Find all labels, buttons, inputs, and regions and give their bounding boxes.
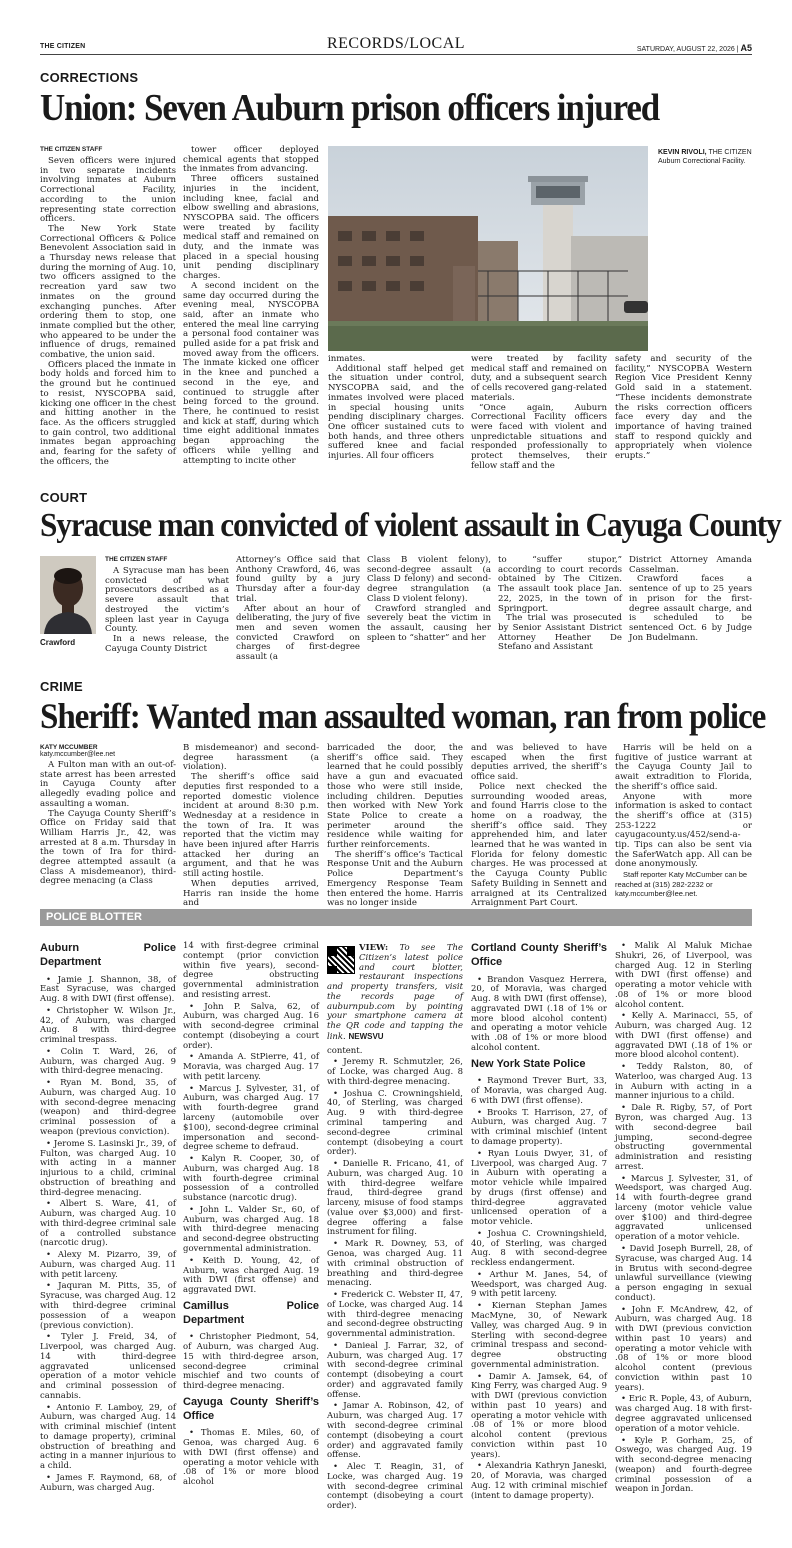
header-rule — [40, 54, 752, 55]
blotter-entry: • Jaquran M. Pitts, 35, of Syracuse, was charged Aug. 12 with third-degree criminal possession of a weapon (previous conviction). — [40, 1281, 176, 1331]
paragraph: Attorney’s Office said that Anthony Crawford, 46, was found guilty by a jury Thursday after a four-day trial. — [236, 555, 360, 604]
blotter-entry: • Teddy Ralston, 80, of Waterloo, was charged Aug. 13 in Auburn with acting in a manner injurious to a child. — [615, 1062, 752, 1102]
section-name: RECORDS/LOCAL — [326, 35, 466, 52]
newsvu-promo[interactable] — [327, 944, 463, 1043]
paragraph: tower officer deployed chemical agents that stopped the inmates from advancing. — [183, 145, 319, 175]
photographer: KEVIN RIVOLI, — [658, 149, 707, 156]
blotter-entry: • Antonio F. Lamboy, 29, of Auburn, was charged Aug. 14 with criminal mischief (intent to damage property), criminal obstruction of breathing and acting in a manner injurious to a child. — [40, 1402, 177, 1472]
byline: THE CITIZEN STAFF — [105, 556, 168, 563]
paragraph: A Fulton man with an out-of-state arrest has been arrested in Cayuga County after allegedly evading police and assaulting a woman. — [40, 760, 176, 809]
blotter-entry: • Christopher Piedmont, 54, of Auburn, was charged Aug. 15 with third-degree arson, second-degree criminal mischief and two counts of third-degree menacing. — [183, 1332, 319, 1392]
date-page: SATURDAY, AUGUST 22, 2026 | A5 — [636, 43, 752, 53]
blotter-entry: • Alexandria Kathryn Janeski, 20, of Moravia, was charged Aug. 12 with criminal mischief (intent to damage property). — [471, 1461, 608, 1501]
view-text: To see The Citizen’s latest police and court blotter, restaurant inspections and property transfers, visit the records page of auburnpub.com by pointing your smartphone camera at the QR code and tapping the link. — [327, 943, 463, 1042]
paragraph: Class B violent felony), second-degree assault (a Class D felony) and second-degree strangulation (a Class D violent felony). — [367, 555, 491, 604]
paragraph: B misdemeanor) and second-degree harassment (a violation). — [183, 743, 319, 773]
blotter-entry: • Frederick C. Webster II, 47, of Locke, was charged Aug. 14 with third-degree menacing and second-degree obstructing governmental administration. — [327, 1290, 464, 1340]
blotter-entry: • Arthur M. Janes, 54, of Weedsport, was charged Aug. 9 with petit larceny. — [471, 1269, 607, 1300]
paragraph: The Cayuga County Sheriff’s Office on Friday said that William Harris Jr., 42, was arrested at 8 a.m. Thursday in the town of Ira for third-degree attempted assault (a Class A misdemeanor), third-degree menacing (a Class — [40, 808, 176, 887]
blotter-entry: • Marcus J. Sylvester, 31, of Auburn, was charged Aug. 17 with fourth-degree grand larceny (automobile over $100), second-degree criminal impersonation and second-degree scheme to defraud. — [183, 1083, 319, 1153]
photo-org: THE CITIZEN — [708, 149, 752, 156]
blotter-entry: • John L. Valder Sr., 60, of Auburn, was charged Aug. 18 with third-degree menacing and second-degree obstructing governmental administration. — [183, 1204, 319, 1254]
paragraph: When deputies arrived, Harris ran inside the home and — [183, 878, 319, 909]
blotter-entry: • Brooks T. Harrison, 27, of Auburn, was charged Aug. 7 with criminal mischief (intent to damage property). — [471, 1107, 608, 1147]
story3-col1 — [40, 744, 176, 894]
prison-photo — [328, 146, 648, 351]
mugshot — [40, 556, 96, 634]
blotter-entry: • Albert S. Ware, 41, of Auburn, was charged Aug. 10 with third-degree criminal sale of a controlled substance (narcotic drug). — [40, 1199, 177, 1249]
paragraph: Police next checked the surrounding wooded areas, and found Harris close to the home on a roadway, the sheriff’s office said. They apprehended him, and later learned that he was wanted in Florida for felony domestic charges. He was processed at the Cayuga County Public Safety Building in Sennett and arraigned at its Centralized Arraignment Part Court. — [471, 781, 607, 909]
byline: KATY MCCUMBER — [40, 744, 98, 751]
paragraph: safety and security of the facility,” NYSCOPBA Western Region Vice President Kenny Gold said in a statement. “These incidents demonstrate the risks correction officers face every day and the importance of having trained staff to respond quickly and appropriately when violence erupts.” — [615, 354, 752, 462]
blotter-title: POLICE BLOTTER — [40, 909, 752, 926]
blotter-col3 — [327, 944, 463, 1544]
paragraph: to “suffer stupor,” according to court records obtained by The Citizen. The assault took place Jan. 22, 2025, in the town of Springport. — [498, 555, 622, 614]
blotter-entry: • Ryan M. Bond, 35, of Auburn, was charged Aug. 10 with second-degree menacing (weapon) and third-degree criminal possession of a weapon (previous conviction). — [40, 1078, 176, 1137]
agency-cortland-sheriff: Cortland County Sheriff’s Office — [471, 942, 607, 968]
blotter-entry: • Thomas E. Miles, 60, of Genoa, was charged Aug. 6 with DWI (first offense) and operating a motor vehicle with .08 of 1% or more blood alcohol — [183, 1428, 319, 1488]
paragraph: Additional staff helped get the situation under control, NYSCOPBA said, and the inmates involved were placed in special housing units pending disciplinary charges. One officer sustained cuts to both hands, and three others suffered knee and facial injuries. All four officers — [328, 363, 464, 462]
blotter-entry: • Mark R. Downey, 53, of Genoa, was charged Aug. 11 with criminal obstruction of breathing and third-degree menacing. — [327, 1239, 464, 1289]
paragraph: District Attorney Amanda Casselman. — [629, 555, 752, 575]
story3-col4 — [471, 743, 607, 909]
prison-tower-image — [328, 146, 648, 351]
byline-email[interactable]: katy.mccumber@lee.net — [40, 751, 116, 758]
paragraph: The sheriff’s office’s Tactical Response Unit and the Auburn Police Department’s Emergency Response Team then entered the home. Harris was no longer inside — [327, 849, 463, 909]
paragraph: “Once again, Auburn Correctional Facility officers were faced with violent and unpredictable situations and responded professionally to protect themselves, their fellow staff and the — [471, 402, 607, 471]
story1-col4 — [471, 354, 607, 471]
blotter-entry: • Tyler J. Freid, 34, of Liverpool, was charged Aug. 14 with third-degree aggravated unlicensed operation of a motor vehicle and criminal possession of cannabis. — [40, 1332, 176, 1401]
blotter-entry: • Joshua C. Crowningshield, 40, of Sterling, was charged Aug. 9 with third-degree criminal tampering and second-degree criminal contempt (disobeying a court order). — [327, 1088, 464, 1158]
blotter-entry: • Jeremy R. Schmutzler, 26, of Locke, was charged Aug. 8 with third-degree menacing. — [327, 1057, 464, 1087]
blotter-entry: • David Joseph Burrell, 28, of Syracuse, was charged Aug. 14 in Brutus with second-degree unlawful surveillance (viewing a person engaging in sexual conduct). — [615, 1243, 752, 1303]
blotter-col2 — [183, 942, 319, 1542]
blotter-entry: • Joshua C. Crowningshield, 40, of Sterling, was charged Aug. 8 with second-degree reckless endangerment. — [471, 1228, 608, 1269]
paragraph: After about an hour of deliberating, the jury of five men and seven women convicted Crawford on charges of first-degree assault (a — [236, 603, 360, 663]
blotter-entry: • Eric R. Pople, 43, of Auburn, was charged Aug. 18 with first-degree aggravated unlicensed operation of a motor vehicle. — [615, 1394, 753, 1434]
paragraph: The trial was prosecuted by Senior Assistant District Attorney Heather De Stefano and Assistant — [498, 613, 622, 653]
blotter-col4 — [471, 938, 607, 1538]
paragraph: Seven officers were injured in two separate incidents involving inmates at Auburn Correctional Facility, according to the union representing state correction officers. — [40, 156, 176, 225]
blotter-entry: • Jerome S. Lasinski Jr., 39, of Fulton, was charged Aug. 10 with acting in a manner injurious to a child, criminal obstruction of breathing and third-degree menacing. — [40, 1138, 176, 1198]
blotter-entry: • Alec T. Reagin, 31, of Locke, was charged Aug. 19 with second-degree criminal contempt (disobeying a court order). — [327, 1462, 463, 1512]
paragraph: Crawford faces a sentence of up to 25 years in prison for the first-degree assault charge, and is scheduled to be sentenced Oct. 6 by Judge Jon Budelmann. — [629, 574, 752, 643]
blotter-entry: • Jamar A. Robinson, 42, of Auburn, was charged Aug. 17 with second-degree criminal contempt (disobeying a court order) and aggravated family offense. — [327, 1401, 464, 1461]
blotter-entry: • James F. Raymond, 68, of Auburn, was charged Aug. — [40, 1473, 176, 1493]
headline-syracuse: Syracuse man convicted of violent assault in Cayuga County — [40, 507, 781, 544]
story2-col1 — [105, 556, 229, 652]
paragraph: Harris will be held on a fugitive of justice warrant at the Cayuga County Jail to await extradition to Florida, the sheriff’s office said. — [615, 743, 752, 792]
blotter-entry: • Dale R. Rigby, 57, of Port Byron, was charged Aug. 13 with second-degree bail jumping, second-degree obstructing governmental administration and resisting arrest. — [615, 1103, 752, 1172]
kicker-court: COURT — [40, 490, 88, 505]
blotter-entry: • Jamie J. Shannon, 38, of East Syracuse, was charged Aug. 8 with DWI (first offense). — [40, 974, 176, 1005]
headline-sheriff: Sheriff: Wanted man assaulted woman, ran from police — [40, 696, 766, 736]
view-label: VIEW: — [359, 943, 389, 953]
contact-note: Staff reporter Katy McCumber can be reached at (315) 282-2232 or katy.mccumber@lee.net. — [615, 870, 748, 898]
blotter-entry: • Brandon Vasquez Herrera, 20, of Moravia, was charged Aug. 8 with DWI (first offense), aggravated DWI (.18 of 1% or more blood alcohol content) and operating a motor vehicle with .08 of 1% or more blood alcohol content. — [471, 974, 608, 1053]
story2-col5 — [629, 556, 752, 652]
paragraph: and was believed to have escaped when the first deputies arrived, the sheriff’s office said. — [471, 743, 607, 783]
paper-name: THE CITIZEN — [40, 43, 86, 50]
blotter-entry: • Kelly A. Marinacci, 55, of Auburn, was charged Aug. 12 with DWI (first offense) and aggravated DWI (.18 of 1% or more blood alcohol content). — [615, 1011, 753, 1061]
story1-col2 — [183, 145, 319, 466]
blotter-entry: • Amanda A. StPierre, 41, of Moravia, was charged Aug. 17 with petit larceny. — [183, 1052, 319, 1082]
blotter-entry: • Keith D. Young, 42, of Auburn, was charged Aug. 19 with DWI (first offense) and aggravated DWI. — [183, 1255, 319, 1296]
photo-credit — [658, 148, 752, 166]
blotter-entry: • Kiernan Stephan James MacMyne, 30, of Newark Valley, was charged Aug. 9 in Sterling with second-degree criminal trespass and second-degree obstructing governmental administration. — [471, 1301, 607, 1370]
blotter-entry: • Christopher W. Wilson Jr., 42, of Auburn, was charged Aug. 8 with third-degree criminal trespass. — [40, 1005, 176, 1046]
paragraph: The sheriff’s office said deputies first responded to a reported domestic violence incident at around 8:30 p.m. Wednesday at a residence in the town of Ira. It was reported that the victim may have been injured after Harris attacked her during an argument, and that he was still acting hostile. — [183, 772, 319, 880]
story1-col5 — [615, 355, 752, 462]
blotter-col5 — [615, 942, 752, 1542]
byline: THE CITIZEN STAFF — [40, 146, 103, 153]
story3-col5 — [615, 743, 752, 898]
mugshot-image — [40, 556, 96, 634]
mugshot-caption: Crawford — [40, 638, 76, 647]
blotter-entry: • John F. McAndrew, 42, of Auburn, was charged Aug. 18 with DWI (previous conviction within past 10 years) and operating a motor vehicle with .08 of 1% or more blood alcohol content (previous conviction within past 10 years). — [615, 1304, 753, 1393]
agency-auburn-police: Auburn Police Department — [40, 942, 176, 968]
blotter-entry: • Kyle P. Gorham, 25, of Oswego, was charged Aug. 19 with second-degree menacing (weapon) and fourth-degree criminal possession of a weapon in Jordan. — [615, 1435, 752, 1495]
blotter-entry: • Colin T. Ward, 26, of Auburn, was charged Aug. 9 with third-degree menacing. — [40, 1046, 176, 1077]
headline-prison: Union: Seven Auburn prison officers injured — [40, 87, 660, 129]
paragraph: inmates. — [328, 354, 366, 364]
blotter-entry: • Malik Al Maluk Michae Shukri, 26, of Liverpool, was charged Aug. 12 in Sterling with DWI (first offense) and operating a motor vehicle with .08 of 1% or more blood alcohol content. — [615, 941, 752, 1010]
story1-col3 — [328, 355, 464, 462]
blotter-col1 — [40, 938, 176, 1538]
blotter-entry: • Kalyn R. Cooper, 30, of Auburn, was charged Aug. 18 with fourth-degree criminal possession of a controlled substance (narcotic drug). — [183, 1154, 319, 1204]
blotter-entry: 14 with first-degree criminal contempt (prior conviction within five years), second-degree obstructing governmental administration and resisting arrest. — [183, 941, 319, 1000]
blotter-entry: • Raymond Trever Burt, 33, of Moravia, was charged Aug. 6 with DWI (first offense). — [471, 1076, 607, 1106]
paragraph: Officers placed the inmate in body holds and forced him to the ground but he continued to resist, NYSCOPBA said, kicking one officer in the chest and hitting another in the face. As the officers struggled to gain control, two additional inmates began approaching and, fearing for the safety of the officers, the — [40, 359, 176, 467]
paragraph: In a news release, the Cayuga County District — [105, 633, 229, 654]
paragraph: Three officers sustained injuries in the incident, including knee, facial and elbow swelling and abrasions, NYSCOPBA said. The officers were treated by facility medical staff and remained on duty, and the inmate was placed in a special housing unit pending disciplinary charges. — [183, 174, 319, 282]
blotter-entry: • John P. Salva, 62, of Auburn, was charged Aug. 16 with second-degree criminal contempt (disobeying a court order). — [183, 1001, 319, 1051]
paragraph: Anyone with more information is asked to contact the sheriff’s office at (315) 253-1222 or cayugacounty.us/452/send-a-tip. Tips can also be sent via the SaferWatch app. All can be done anonymously. — [615, 791, 752, 870]
story2-col4 — [498, 556, 622, 652]
kicker-crime: CRIME — [40, 679, 83, 694]
story3-col2 — [183, 743, 319, 909]
agency-camillus-police: Camillus Police Department — [183, 1299, 319, 1326]
story3-col3 — [327, 743, 463, 909]
story2-col2 — [236, 555, 360, 663]
agency-state-police: New York State Police — [471, 1057, 586, 1070]
story1-col1 — [40, 146, 176, 467]
blotter-entry: • Danieal J. Farrar, 32, of Auburn, was charged Aug. 17 with second-degree criminal contempt (disobeying a court order) and aggravated family offense. — [327, 1340, 463, 1400]
paragraph: were treated by facility medical staff and remained on duty, and a subsequent search of cells recovered gang-related materials. — [471, 354, 607, 403]
blotter-entry: content. — [327, 1045, 363, 1056]
story2-col3 — [367, 556, 491, 652]
blotter-entry: • Ryan Louis Dwyer, 31, of Liverpool, was charged Aug. 7 in Auburn with operating a motor vehicle while impaired by drugs (first offense) and third-degree aggravated unlicensed operation of a motor vehicle. — [471, 1148, 607, 1228]
paragraph: barricaded the door, the sheriff’s office said. They learned that he could possibly have a gun and evacuated those who were still inside, including children. Deputies then worked with New York State Police to create a perimeter around the residence while waiting for further reinforcements. — [327, 743, 463, 851]
photo-caption: Auburn Correctional Facility. — [658, 158, 746, 166]
paragraph: Crawford strangled and severely beat the victim in the assault, causing her spleen to “shatter” and her — [367, 603, 491, 643]
agency-cayuga-sheriff: Cayuga County Sheriff’s Office — [183, 1395, 319, 1422]
blotter-entry: • Marcus J. Sylvester, 31, of Weedsport, was charged Aug. 14 with fourth-degree grand larceny (motor vehicle value over $100) and third-degree aggravated unlicensed operation of a motor vehicle. — [615, 1173, 752, 1243]
page-number: A5 — [740, 43, 752, 53]
paragraph: A Syracuse man has been convicted of what prosecutors described as a severe assault that destroyed the victim’s spleen last year in Cayuga County. — [105, 566, 229, 635]
paragraph: The New York State Correctional Officers & Police Benevolent Association said in a Thursday news release that during the morning of Aug. 10, two officers assigned to the recreation yard saw two inmates on the ground exchanging punches. After ordering them to stop, one inmate complied but the other, who appeared to be under the influence of drugs, remained combative, the union said. — [40, 223, 176, 361]
newsvu-logo: NEWSVU — [348, 1031, 384, 1041]
blotter-entry: • Danielle R. Fricano, 41, of Auburn, was charged Aug. 10 with third-degree welfare fraud, third-degree grand larceny, misuse of food stamps (value over $3,000) and first-degree offering a false instrument for filing. — [327, 1159, 463, 1238]
blotter-entry: • Damir A. Jamsek, 64, of King Ferry, was charged Aug. 9 with DWI (previous conviction within past 10 years) and operating a motor vehicle with .08 of 1% or more blood alcohol content (previous conviction within past 10 years). — [471, 1371, 608, 1460]
issue-date: SATURDAY, AUGUST 22, 2026 — [636, 46, 735, 53]
kicker-corrections: CORRECTIONS — [40, 70, 139, 85]
blotter-entry: • Alexy M. Pizarro, 39, of Auburn, was charged Aug. 11 with petit larceny. — [40, 1250, 176, 1280]
qr-code-icon[interactable] — [327, 946, 355, 974]
paragraph: A second incident on the same day occurred during the evening meal, NYSCOPBA said, after an inmate who entered the meal line carrying a personal food container was pulled aside for a pat frisk and moved away from the officers. The inmate kicked one officer in the knee and punched a second in the eye, and continued to struggle after being forced to the ground. There, he continued to resist and kick at staff, during which time eight additional inmates began approaching the officers while yelling and attempting to incite other — [183, 280, 319, 466]
